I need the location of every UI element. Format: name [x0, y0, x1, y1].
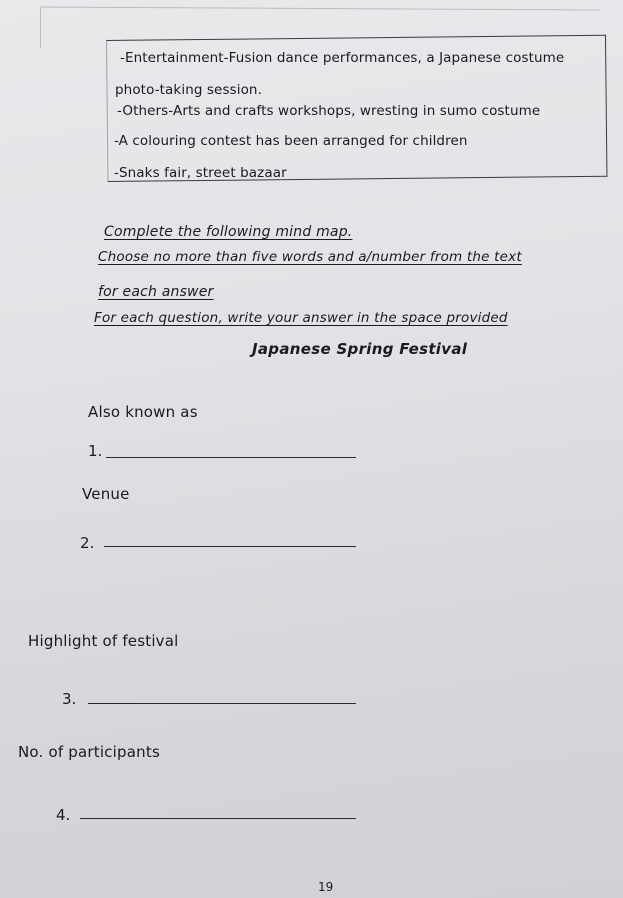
question-number-1: 1. — [88, 442, 103, 460]
info-line-entertainment: -Entertainment-Fusion dance performances, a Japanese costume — [120, 50, 565, 66]
info-line-photo-session: photo-taking session. — [115, 82, 262, 98]
top-rule-divider — [40, 7, 600, 11]
left-rule-divider — [40, 8, 41, 48]
label-no-of-participants: No. of participants — [18, 743, 160, 761]
info-line-others: -Others-Arts and crafts workshops, wresting in sumo costume — [117, 103, 541, 119]
instruction-each-answer: for each answer — [98, 284, 214, 300]
info-line-colouring-contest: -A colouring contest has been arranged for children — [114, 133, 468, 149]
instruction-write-answer: For each question, write your answer in the space provided — [94, 310, 508, 326]
mind-map-title: Japanese Spring Festival — [252, 340, 468, 358]
answer-blank-4[interactable] — [80, 818, 356, 819]
answer-blank-1[interactable] — [106, 457, 356, 458]
page-number: 19 — [318, 880, 334, 894]
label-highlight-of-festival: Highlight of festival — [28, 632, 179, 650]
answer-blank-2[interactable] — [104, 546, 356, 547]
instruction-complete-mind-map: Complete the following mind map. — [104, 224, 353, 240]
label-venue: Venue — [82, 485, 130, 503]
info-line-snaks-fair: -Snaks fair, street bazaar — [114, 165, 287, 181]
instruction-word-limit: Choose no more than five words and a/number from the text — [98, 249, 522, 265]
question-number-4: 4. — [56, 806, 71, 824]
answer-blank-3[interactable] — [88, 703, 356, 704]
question-number-3: 3. — [62, 690, 77, 708]
question-number-2: 2. — [80, 534, 95, 552]
label-also-known-as: Also known as — [88, 403, 198, 421]
